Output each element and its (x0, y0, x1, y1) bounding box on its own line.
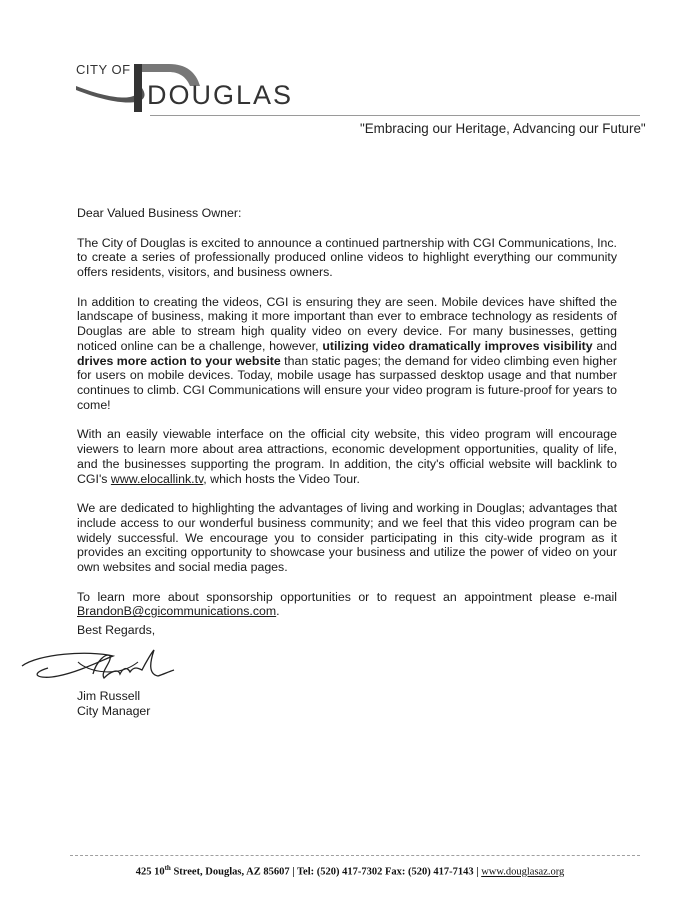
footer-address-sup: th (164, 864, 171, 872)
logo-douglas-text: DOUGLAS (147, 80, 294, 110)
paragraph-2-text-a: In addition to creating the videos, CGI is ensuring they are seen. Mobile devices have shifted the landscape of business, making it more important than ever to embrace technology as residents of Douglas are able to stream high quality video on every device. For many businesses, getting noticed online can be a challenge, however, (77, 294, 617, 353)
handwritten-signature (18, 632, 198, 692)
footer-divider (70, 855, 640, 856)
footer-address-text: Street, Douglas, AZ 85607 | Tel: (520) 417-7302 Fax: (520) 417-7143 | (170, 866, 482, 878)
paragraph-2-bold-2: drives more action to your website (77, 353, 281, 368)
header-divider (150, 115, 640, 116)
paragraph-1: The City of Douglas is excited to announce a continued partnership with CGI Communications, Inc. to create a series of professionally produced online videos to highlight everything our community offers residents, visitors, and business owners. (77, 235, 617, 279)
footer-address-number: 425 10 (135, 866, 165, 878)
city-tagline: "Embracing our Heritage, Advancing our Future" (360, 121, 646, 136)
paragraph-3-text-a: With an easily viewable interface on the official city website, this video program will encourage viewers to learn more about area attractions, economic development opportunities, quality of life, and the businesses supporting the program. In addition, the city's official website will backlink to CGI's (77, 427, 617, 486)
paragraph-2-and: and (592, 338, 617, 353)
paragraph-2 (77, 295, 617, 413)
paragraph-5-text-b: . (276, 604, 280, 619)
paragraph-2-text-b: than static pages; the demand for video climbing even higher for users on mobile devices. Today, mobile usage has surpassed desktop usage and that number continues to climb. CGI Communications will ensure your video program is future-proof for years to come! (77, 353, 617, 412)
signer-name: Jim Russell (77, 689, 141, 703)
paragraph-2-bold-1: utilizing video dramatically improves visibility (322, 338, 593, 353)
paragraph-5 (77, 590, 617, 620)
footer-website-link[interactable]: www.douglasaz.org (481, 866, 565, 878)
paragraph-3-text-b: , which hosts the Video Tour. (203, 471, 360, 486)
logo-city-text: CITY OF (76, 62, 131, 77)
closing: Best Regards, (77, 623, 156, 637)
city-logo (74, 50, 314, 120)
footer-address (0, 864, 700, 878)
paragraph-3 (77, 427, 617, 486)
email-link[interactable]: BrandonB@cgicommunications.com (77, 604, 277, 619)
salutation: Dear Valued Business Owner: (77, 206, 242, 220)
letter-body (77, 206, 617, 634)
elocallink-link[interactable]: www.elocallink.tv (110, 471, 204, 486)
signer-block (77, 689, 150, 719)
paragraph-4: We are dedicated to highlighting the advantages of living and working in Douglas; advantages that include access to our wonderful business community; and we feel that this video program can be widely successful. We encourage you to consider participating in this city-wide program as it provides an exciting opportunity to showcase your business and utilize the power of video on your own websites and social media pages. (77, 501, 617, 574)
signer-title: City Manager (77, 704, 151, 718)
paragraph-5-text-a: To learn more about sponsorship opportunities or to request an appointment please e-mail (77, 589, 617, 604)
